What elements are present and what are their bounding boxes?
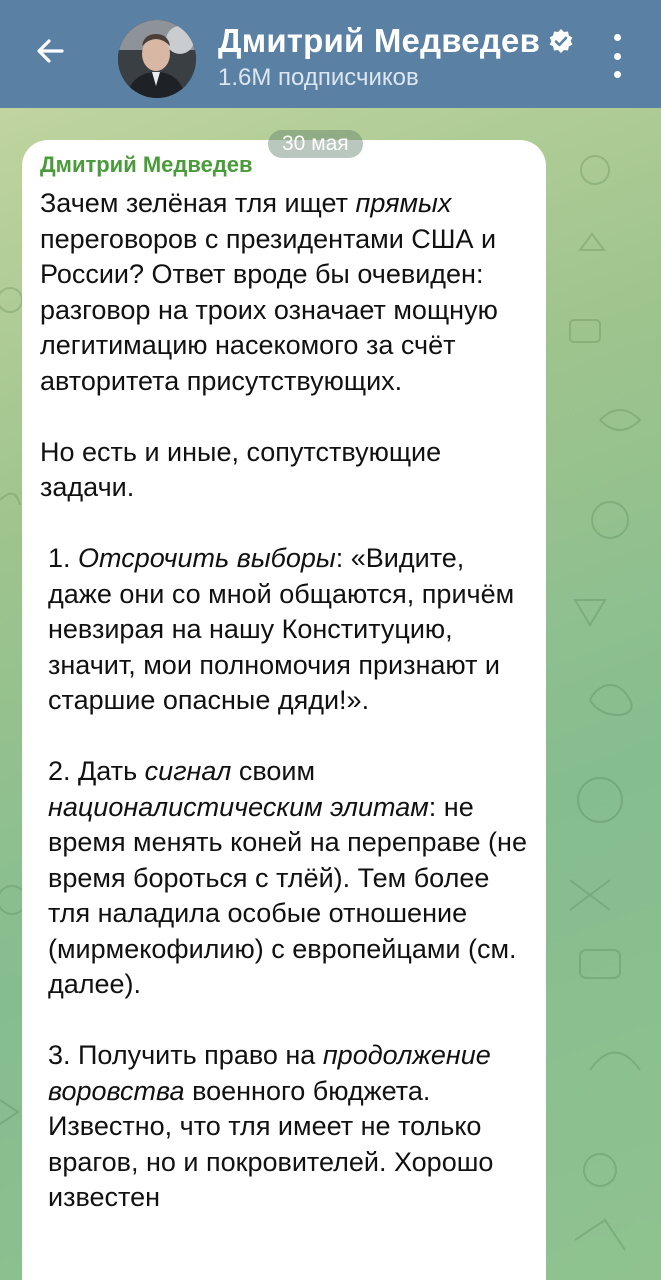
text-run: переговоров с президентами США и России? Ответ вроде бы очевиден: разговор на троих означает мощную легитимацию насекомого за счёт авторитета присутствующих. [40,223,498,396]
italic-run: Отсрочить выборы [78,543,336,573]
back-button[interactable] [26,26,76,76]
more-vertical-icon-dot [614,34,621,41]
channel-name: Дмитрий Медведев [218,22,541,59]
text-run: 2. Дать [48,756,145,786]
message-author: Дмитрий Медведев [40,152,253,177]
text-run: Зачем зелёная тля ищет [40,188,356,218]
italic-run: сигнал [144,756,232,786]
italic-run: прямых [355,188,452,218]
message-bubble[interactable] [22,140,546,1280]
more-vertical-icon-dot [614,53,621,60]
verified-badge-icon [548,28,574,54]
more-options-button[interactable] [602,34,632,78]
text-run: : «Видите, даже они со мной общаются, причём невзирая на нашу Конституцию, значит, мои полномочия признают и старшие опасные дяди!». [48,543,515,715]
message-list-item [40,541,532,719]
message-text [40,186,532,1216]
italic-run: националистическим элитам [48,791,429,822]
italic-run: продолжение воровства [48,1040,491,1106]
arrow-left-icon [34,34,68,68]
message-paragraph [40,186,532,399]
date-separator: 30 мая [268,130,363,158]
more-vertical-icon-dot [614,71,621,78]
channel-avatar[interactable] [118,20,196,98]
chat-header [0,0,661,108]
subscriber-count: 1.6M подписчиков [218,64,419,91]
text-run: военного бюджета. Известно, что тля имеет не только врагов, но и покровителей. Хорошо известен [48,1075,494,1212]
message-list-item [40,1038,532,1216]
message-list-item [40,754,532,1003]
text-run: : не время менять коней на переправе (не время бороться с тлёй). Тем более тля наладила особые отношение (мирмекофилию) с европейцами (см. далее). [48,791,527,999]
avatar-portrait [118,20,196,98]
text-run: 1. [48,543,79,573]
text-run: 3. Получить право на [48,1040,323,1070]
text-run: своим [231,756,316,786]
message-paragraph: Но есть и иные, сопутствующие задачи. [40,436,442,502]
channel-title[interactable] [218,22,574,60]
